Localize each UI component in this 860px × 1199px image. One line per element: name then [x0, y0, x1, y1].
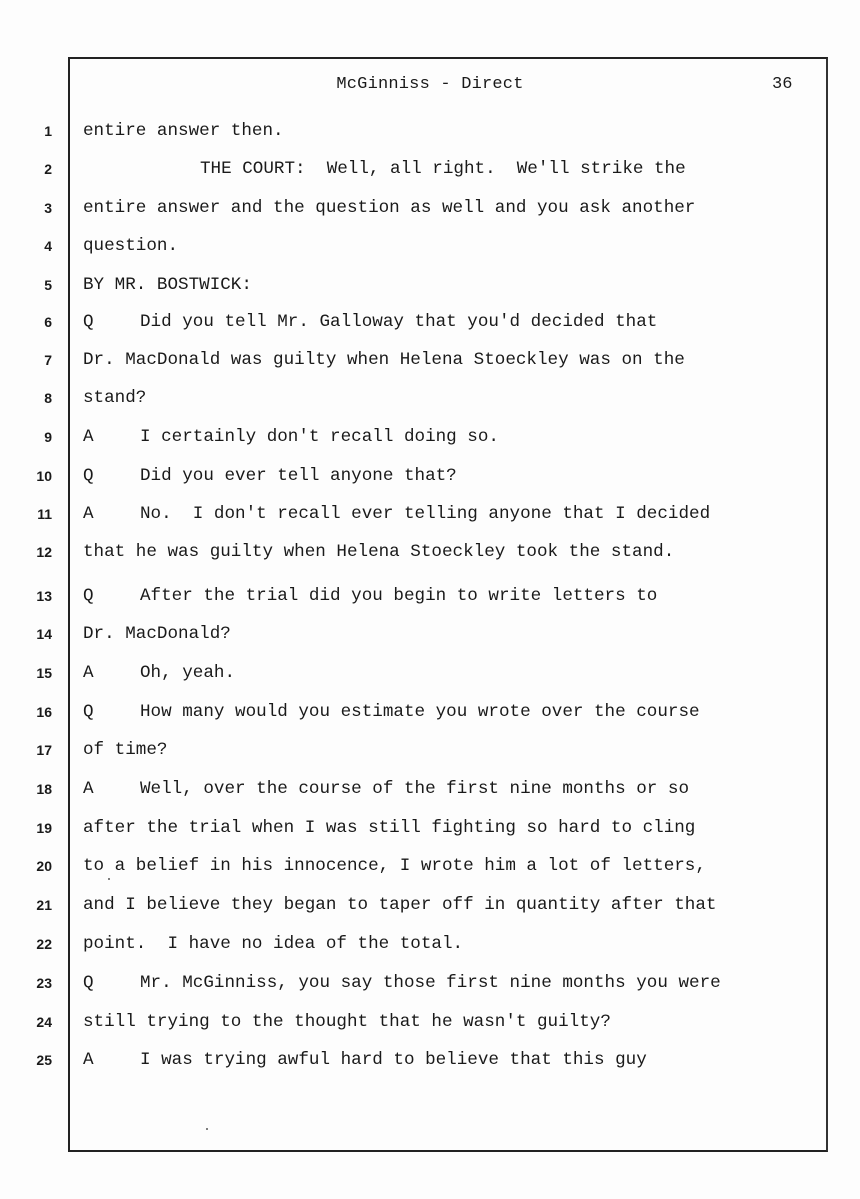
line-text [83, 700, 700, 724]
transcript-line [0, 386, 860, 410]
transcript-line [0, 196, 860, 220]
transcript-line [0, 777, 860, 801]
line-number: 12 [36, 544, 52, 560]
line-number: 18 [36, 781, 52, 797]
transcript-line [0, 119, 860, 143]
page-header-title: McGinniss - Direct [336, 75, 524, 94]
line-number: 11 [37, 506, 52, 522]
line-number: 9 [44, 429, 52, 445]
line-number: 8 [44, 390, 52, 406]
speaker-label: Q [83, 586, 94, 606]
line-text: BY MR. BOSTWICK: [83, 275, 252, 295]
line-number: 15 [36, 665, 52, 681]
transcript-line [0, 540, 860, 564]
line-content: Mr. McGinniss, you say those first nine months you were [140, 973, 721, 993]
line-text: question. [83, 236, 179, 256]
line-number: 14 [36, 626, 52, 642]
transcript-line [0, 1010, 860, 1034]
speaker-label: A [83, 1050, 94, 1070]
line-text: after the trial when I was still fighting so hard to cling [83, 818, 696, 838]
speaker-label: Q [83, 312, 94, 332]
line-text [83, 310, 657, 334]
line-text: still trying to the thought that he wasn't guilty? [83, 1012, 611, 1032]
transcript-line [0, 854, 860, 878]
speaker-label: Q [83, 466, 94, 486]
line-content: Did you ever tell anyone that? [140, 466, 457, 486]
line-number: 22 [36, 936, 52, 952]
speaker-label: Q [83, 973, 94, 993]
line-content: After the trial did you begin to write letters to [140, 586, 658, 606]
line-number: 6 [44, 314, 52, 330]
line-number: 4 [44, 238, 52, 254]
line-number: 23 [36, 975, 52, 991]
transcript-line [0, 971, 860, 995]
line-text: to a belief in his innocence, I wrote him a lot of letters, [83, 856, 706, 876]
line-text [83, 584, 657, 608]
line-text: THE COURT: Well, all right. We'll strike the [200, 159, 686, 179]
page-number: 36 [772, 75, 793, 94]
transcript-line [0, 893, 860, 917]
line-text: entire answer then. [83, 121, 284, 141]
speaker-label: A [83, 779, 94, 799]
transcript-line [0, 234, 860, 258]
transcript-line [0, 700, 860, 724]
line-content: How many would you estimate you wrote over the course [140, 702, 700, 722]
transcript-line [0, 622, 860, 646]
line-text: and I believe they began to taper off in quantity after that [83, 895, 717, 915]
line-number: 25 [36, 1052, 52, 1068]
transcript-line [0, 738, 860, 762]
line-text: Dr. MacDonald? [83, 624, 231, 644]
line-text [83, 971, 721, 995]
line-text [83, 502, 710, 526]
line-number: 1 [44, 123, 52, 139]
line-text [83, 464, 457, 488]
transcript-line [0, 310, 860, 334]
transcript-line [0, 157, 860, 181]
speaker-label: A [83, 427, 94, 447]
line-text [83, 777, 689, 801]
line-number: 7 [44, 352, 52, 368]
line-number: 20 [36, 858, 52, 874]
line-number: 16 [36, 704, 52, 720]
transcript-line [0, 661, 860, 685]
line-text [83, 1048, 647, 1072]
line-number: 24 [36, 1014, 52, 1030]
line-number: 13 [36, 588, 52, 604]
line-content: Did you tell Mr. Galloway that you'd decided that [140, 312, 658, 332]
transcript-line [0, 464, 860, 488]
speaker-label: A [83, 663, 94, 683]
transcript-line [0, 348, 860, 372]
line-content: I was trying awful hard to believe that this guy [140, 1050, 647, 1070]
speaker-label: A [83, 504, 94, 524]
line-content: No. I don't recall ever telling anyone that I decided [140, 504, 711, 524]
scan-speck [108, 878, 110, 880]
transcript-line [0, 584, 860, 608]
line-content: Oh, yeah. [140, 663, 236, 683]
line-text: stand? [83, 388, 147, 408]
line-text: that he was guilty when Helena Stoeckley took the stand. [83, 542, 675, 562]
line-number: 17 [36, 742, 52, 758]
line-text: point. I have no idea of the total. [83, 934, 464, 954]
transcript-line [0, 273, 860, 297]
line-text [83, 661, 235, 685]
transcript-line [0, 1048, 860, 1072]
transcript-line [0, 932, 860, 956]
line-number: 2 [44, 161, 52, 177]
line-text [83, 425, 499, 449]
line-text: Dr. MacDonald was guilty when Helena Stoeckley was on the [83, 350, 685, 370]
line-text: entire answer and the question as well and you ask another [83, 198, 696, 218]
line-content: Well, over the course of the first nine months or so [140, 779, 690, 799]
line-text: of time? [83, 740, 168, 760]
scan-speck [206, 1128, 208, 1130]
line-number: 19 [36, 820, 52, 836]
transcript-line [0, 816, 860, 840]
speaker-label: Q [83, 702, 94, 722]
line-content: I certainly don't recall doing so. [140, 427, 499, 447]
transcript-line [0, 425, 860, 449]
transcript-line [0, 502, 860, 526]
line-number: 21 [36, 897, 52, 913]
line-number: 3 [44, 200, 52, 216]
line-number: 5 [44, 277, 52, 293]
line-number: 10 [36, 468, 52, 484]
